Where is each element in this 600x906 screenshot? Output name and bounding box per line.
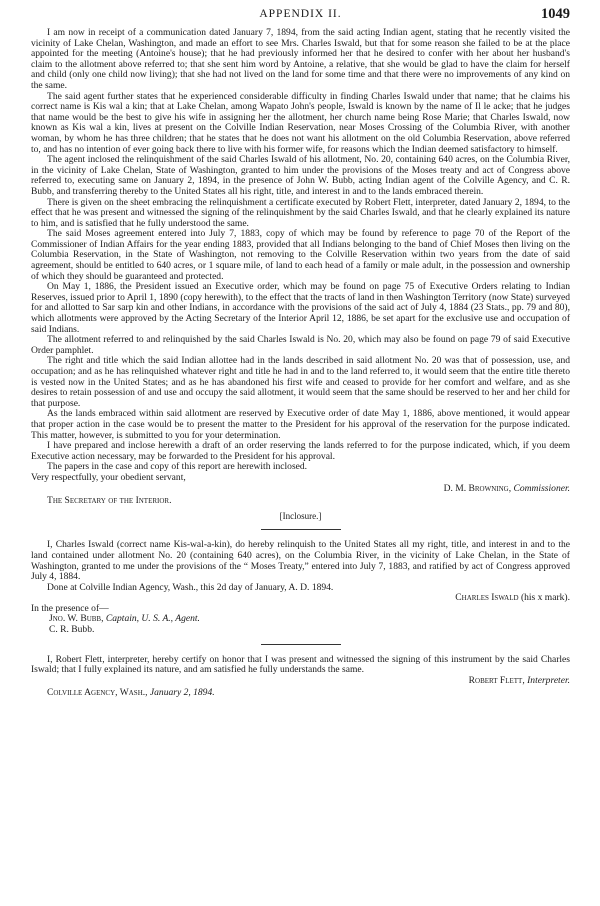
page-number: 1049: [541, 6, 570, 22]
paragraph: The agent inclosed the relinquishment of the said Charles Iswald of his allotment, No. 20, containing 640 acres, on the Columbia River, in the vicinity of Lake Chelan, State of Washington, granted to him under the provisions of the Moses treaty and act of Congress above referred to, executing same on January 2, 1894, in the presence of John W. Bubb, acting Indian agent of the Colville Agency, and C. R. Bubb, and transferring thereby to the United States all his right, title, and interest in and to the lands embraced therein.: [31, 154, 570, 197]
witness-1-title: Captain, U. S. A., Agent.: [105, 613, 200, 625]
interpreter-certificate: I, Robert Flett, interpreter, hereby certify on honor that I was present and witnessed the signing of this instrument by the said Charles Iswald; that I fully explained its nature, and am satisfied he fully understands the same.: [31, 653, 570, 676]
addressee: The Secretary of the Interior.: [47, 495, 172, 507]
paragraph: As the lands embraced within said allotment are reserved by Executive order of date May 1, 1886, above mentioned, it would appear that proper action in the case would be to present the matter to the President for his approval of the reservation for the purpose indicated. This matter, however, is submitted to you for your determination.: [31, 408, 570, 441]
paragraph: The said Moses agreement entered into July 7, 1883, copy of which may be found by reference to page 70 of the Report of the Commissioner of Indian Affairs for the year ending 1883, provided that all Indians belonging to the band of Chief Moses then living on the Columbia Reservation, in the State of Washington, not removing to the Colville Reservation within two years from the date of said agreement, should be entitled to 640 acres, or 1 square mile, of land to each head of a family or male adult, in the possession and ownership of which they should be guaranteed and protected.: [31, 228, 570, 282]
paragraph: The allotment referred to and relinquished by the said Charles Iswald is No. 20, which may also be found on page 79 of said Executive Order pamphlet.: [31, 334, 570, 356]
done-at-line: Done at Colville Indian Agency, Wash., this 2d day of January, A. D. 1894.: [47, 581, 334, 593]
signature-title: Commissioner.: [513, 482, 570, 494]
mark-signature-name: Charles Iswald: [455, 592, 519, 604]
page-header: [31, 6, 570, 28]
paragraph: There is given on the sheet embracing the relinquishment a certificate executed by Robert Flett, interpreter, dated January 2, 1894, to the effect that he was present and witnessed the signing of the relinquishment by the said Charles Iswald, and that he clearly explained its nature to him, and is satisfied that he fully understood the same.: [31, 196, 570, 229]
witness-2: [31, 625, 570, 636]
presence-label: In the presence of—: [31, 602, 109, 614]
place-date-line: [31, 688, 570, 699]
witness-1-name: Jno. W. Bubb,: [49, 613, 104, 625]
divider: [261, 644, 341, 645]
paragraph: The said agent further states that he experienced considerable difficulty in finding Charles Iswald under that name; that he claims his correct name is Kis wal a kin; that at Lake Chelan, among Wapato John's people, Iswald is known by the name of Il le acke; that he judges that name would be the best to give his wife in assigning her the allotment, her church name being Rose Marie; that Charles Iswald, now known as Kis wal a kin, lives at present on the Colville Indian Reservation, near Moses Crossing of the Columbia River, with another woman, by whom he has three children; that he states that he does not want his allotment on the old Columbia Reservation, above referred to, and has no intention of ever going back there to live with his former wife, for reasons which the Indian deemed satisfactory to himself.: [31, 90, 570, 155]
running-title: APPENDIX II.: [259, 8, 342, 20]
witness-1: [31, 614, 570, 625]
paragraph: I have prepared and inclose herewith a draft of an order reserving the lands referred to for the purpose indicated, which, if you deem Executive action necessary, may be forwarded to the President for his approval.: [31, 440, 570, 462]
signature-name: D. M. Browning: [443, 482, 509, 494]
divider: [261, 529, 341, 530]
interpreter-title: Interpreter.: [527, 674, 570, 686]
place: Colville Agency, Wash.,: [47, 687, 148, 699]
commissioner-signature: D. M. Browning, Commissioner.: [443, 482, 570, 494]
witness-2-name: C. R. Bubb.: [49, 624, 95, 636]
inclosure-label: [Inclosure.]: [279, 510, 322, 521]
mark-signature-suffix: (his x mark).: [520, 592, 570, 604]
closing-line: Very respectfully, your obedient servant,: [31, 471, 186, 483]
date: January 2, 1894.: [149, 687, 215, 699]
paragraph: The papers in the case and copy of this report are herewith inclosed.: [47, 461, 308, 473]
paragraph: The right and title which the said Indian allottee had in the lands described in said allotment No. 20 was that of possession, use, and occupation; and as he has relinquished whatever right and title he had in and to the land referred to, it would seem that the entire title thereto is vested now in the United States; and as he has abandoned his first wife and ceased to provide for her comfort and welfare, and as she desires to retain possession of and use and occupy the said allotment, it would seem that the same should be reserved to her and her child for that purpose.: [31, 355, 570, 409]
paragraph: I am now in receipt of a communication dated January 7, 1894, from the said acting Indian agent, stating that he recently visited the vicinity of Lake Chelan, Washington, and made an effort to see Mrs. Charles Iswald, but that for some reason she failed to be at the place appointed for the meeting (Antoine's house); that he had previously informed her that he desired to confer with her about her husband's claim to the allotment above referred to; that she sent him word by Antoine, a relative, that she would be glad to have the claim for herself and child (only one child now living); that she had not lived on the land for some time and that there were no improvements of any kind on the same.: [31, 27, 570, 91]
mark-signature: [31, 593, 570, 604]
interpreter-signature: [31, 676, 570, 687]
letter-body: [31, 28, 570, 699]
interpreter-name: Robert Flett,: [468, 674, 525, 686]
paragraph: On May 1, 1886, the President issued an Executive order, which may be found on page 75 of Executive Orders relating to Indian Reserves, issued prior to April 1, 1890 (copy herewith), to the effect that the tracts of land in then Washington Territory (now State) surveyed for and allotted to Sar sarp kin and other Indians, in accordance with the provisions of the said act of July 4, 1884 (23 Stats., pp. 79 and 80), which allotments were approved by the Acting Secretary of the Interior April 12, 1886, be set apart for the exclusive use and occupation of said Indians.: [31, 281, 570, 335]
relinquishment-text: I, Charles Iswald (correct name Kis-wal-a-kin), do hereby relinquish to the United States all my right, title, and interest in and to the land contained under allotment No. 20 (containing 640 acres), on the Columbia River, in the vicinity of Lake Chelan, in the State of Washington, granted to me under the provisions of the “ Moses Treaty,” entered into July 7, 1883, and ratified by act of Congress approved July 4, 1884.: [31, 539, 570, 583]
